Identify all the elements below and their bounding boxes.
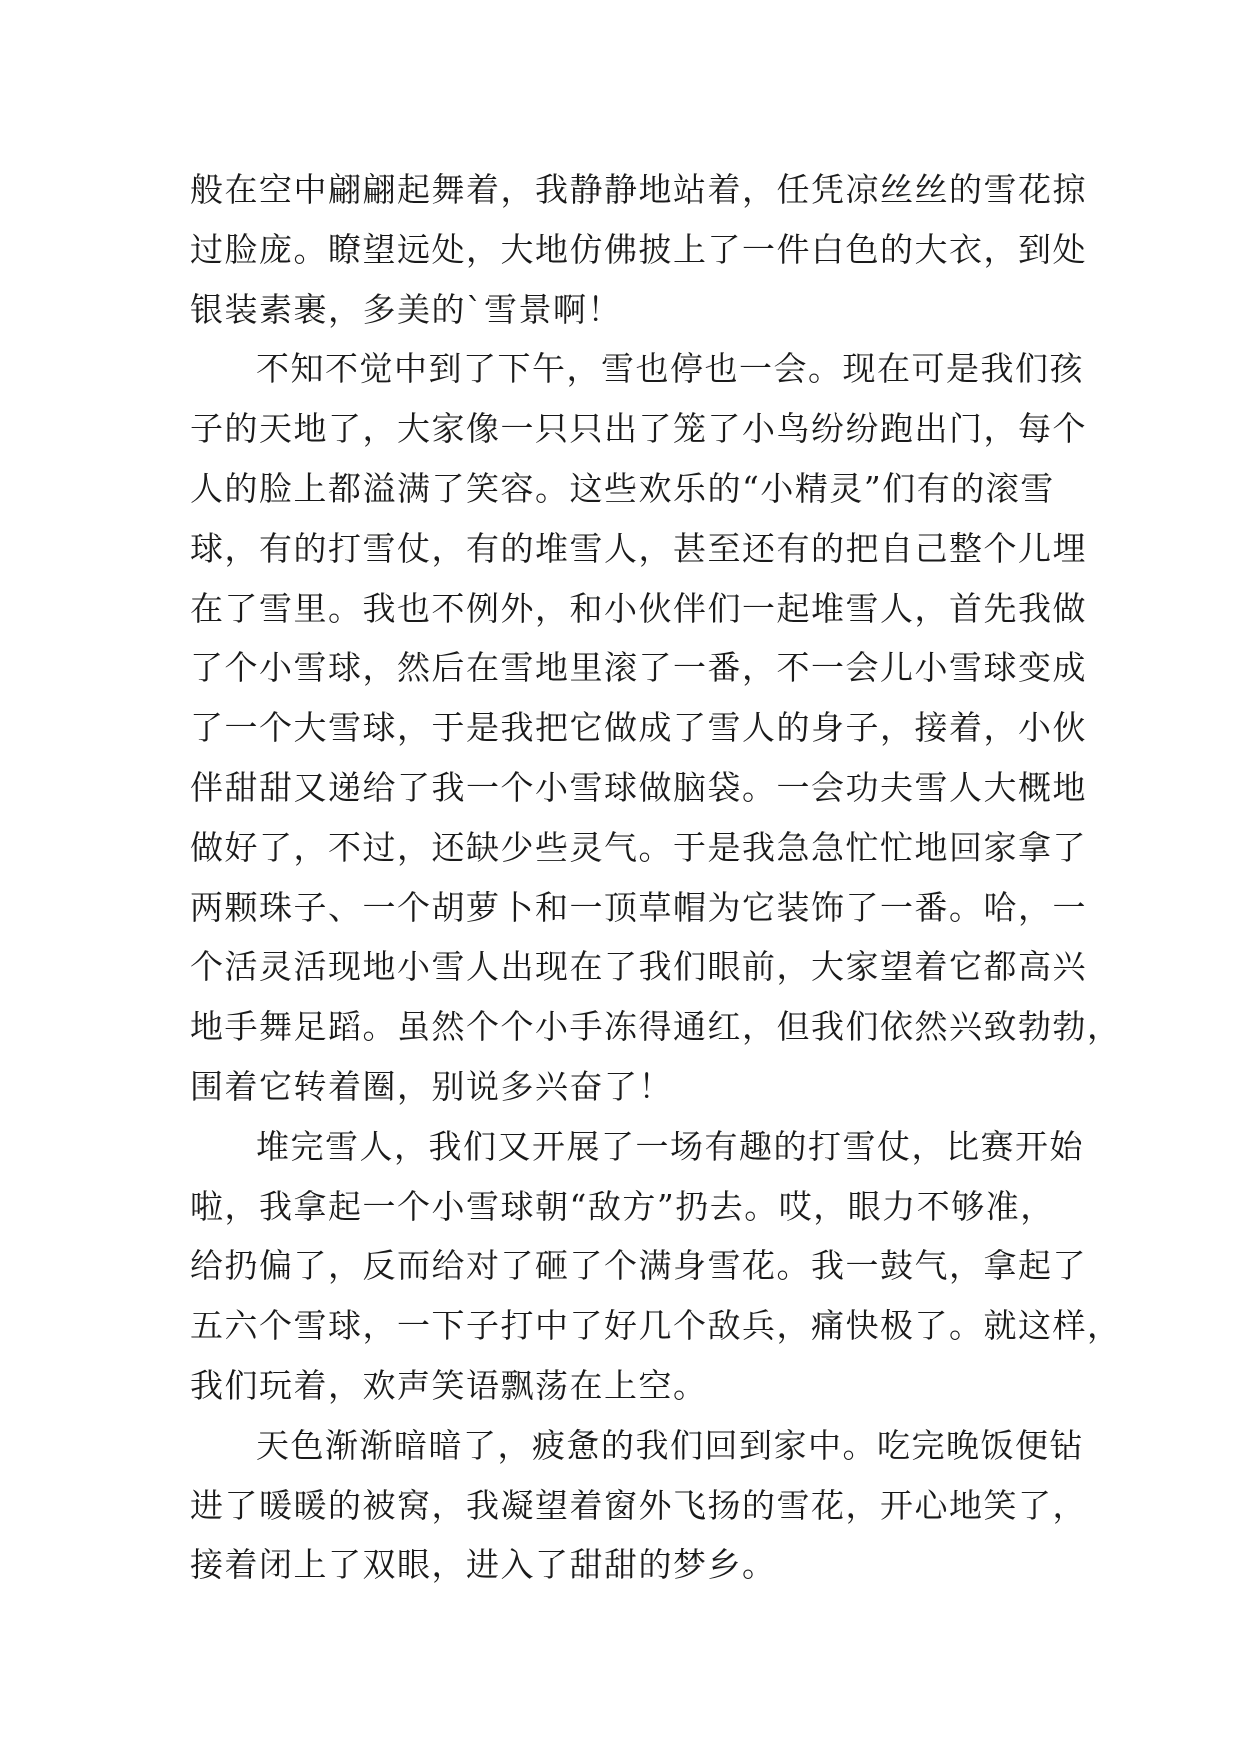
text-line: 接着闭上了双眼，进入了甜甜的梦乡。 [190, 1545, 777, 1585]
text-line: 银装素裹，多美的`雪景啊！ [190, 289, 622, 329]
text-line: 进了暖暖的被窝，我凝望着窗外飞扬的雪花，开心地笑了， [190, 1485, 1087, 1525]
essay-body [190, 160, 1122, 1595]
text-line: 了个小雪球，然后在雪地里滚了一番，不一会儿小雪球变成 [190, 648, 1087, 688]
text-line: 般在空中翩翩起舞着，我静静地站着，任凭凉丝丝的雪花掠 [190, 170, 1087, 209]
text-line: 围着它转着圈，别说多兴奋了！ [190, 1066, 673, 1106]
text-line: 做好了，不过，还缺少些灵气。于是我急急忙忙地回家拿了 [190, 827, 1087, 867]
paragraph-1 [190, 160, 1087, 339]
text-line: 个活灵活现地小雪人出现在了我们眼前，大家望着它都高兴 [190, 947, 1087, 987]
text-line: 在了雪里。我也不例外，和小伙伴们一起堆雪人，首先我做 [190, 588, 1087, 628]
text-line: 人的脸上都溢满了笑容。这些欢乐的“小精灵”们有的滚雪 [190, 468, 1055, 508]
text-line: 子的天地了，大家像一只只出了笼了小鸟纷纷跑出门，每个 [190, 409, 1087, 449]
text-line: 过脸庞。瞭望远处，大地仿佛披上了一件白色的大衣，到处 [190, 229, 1087, 269]
text-line: 我们玩着，欢声笑语飘荡在上空。 [190, 1365, 708, 1405]
text-line: 地手舞足蹈。虽然个个小手冻得通红，但我们依然兴致勃勃， [190, 1007, 1122, 1047]
text-line: 啦，我拿起一个小雪球朝“敌方”扔去。哎，眼力不够准， [190, 1186, 1055, 1226]
text-line: 了一个大雪球，于是我把它做成了雪人的身子，接着，小伙 [190, 708, 1087, 748]
text-line: 球，有的打雪仗，有的堆雪人，甚至还有的把自己整个儿埋 [190, 528, 1087, 568]
text-line: 天色渐渐暗暗了，疲惫的我们回到家中。吃完晚饭便钻 [256, 1425, 1084, 1465]
text-line: 堆完雪人，我们又开展了一场有趣的打雪仗，比赛开始 [256, 1126, 1084, 1166]
text-line: 伴甜甜又递给了我一个小雪球做脑袋。一会功夫雪人大概地 [190, 767, 1087, 807]
text-line: 五六个雪球，一下子打中了好几个敌兵，痛快极了。就这样， [190, 1306, 1122, 1346]
paragraph-3 [190, 1117, 1122, 1416]
paragraph-4 [190, 1416, 1087, 1595]
text-line: 给扔偏了，反而给对了砸了个满身雪花。我一鼓气，拿起了 [190, 1246, 1087, 1286]
paragraph-2 [190, 339, 1122, 1116]
text-line: 不知不觉中到了下午，雪也停也一会。现在可是我们孩 [256, 349, 1084, 389]
text-line: 两颗珠子、一个胡萝卜和一顶草帽为它装饰了一番。哈，一 [190, 887, 1087, 927]
